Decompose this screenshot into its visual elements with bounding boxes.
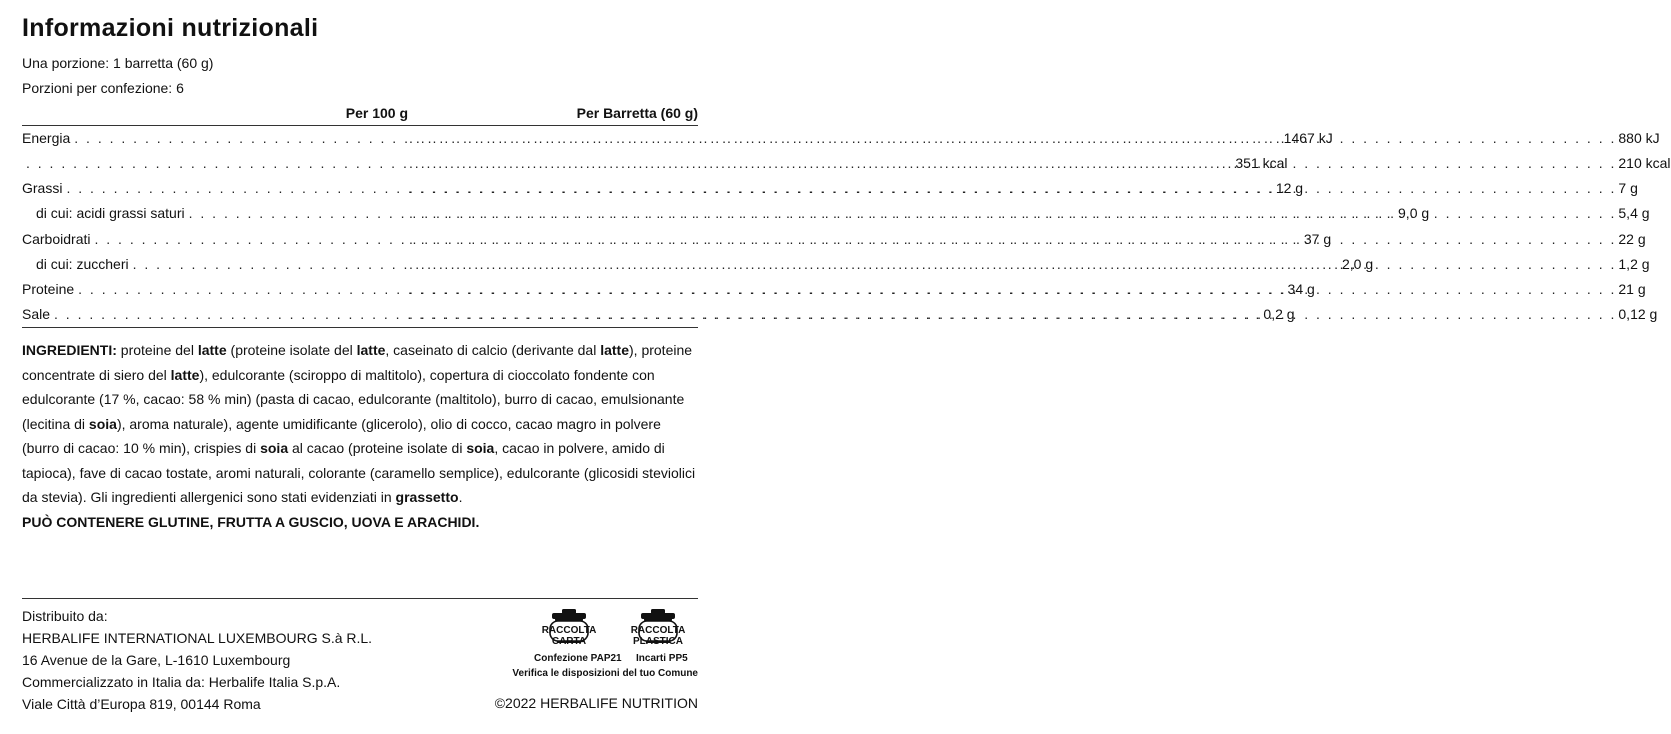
leader-dots — [409, 154, 1616, 172]
value-per-100g: 37 g — [1303, 231, 1332, 247]
ingredients-part: . — [458, 489, 463, 505]
plastic-caption: Incarti PP5 — [636, 653, 688, 664]
ingredients-heading: INGREDIENTI: — [22, 342, 117, 358]
marketed-by: Commercializzato in Italia da: Herbalife Italia S.p.A. — [22, 674, 341, 690]
paper-label-1: RACCOLTA — [541, 625, 597, 636]
value-per-bar: 5,4 g — [1618, 205, 1650, 221]
ingredients-part: al cacao (proteine isolate di — [288, 440, 467, 456]
leader-dots — [409, 255, 1616, 273]
leader-dots — [409, 129, 1616, 147]
value-per-100g: 351 kcal — [1235, 155, 1288, 171]
allergen: latte — [356, 342, 386, 358]
leader-dots — [409, 204, 1616, 222]
paper-recycling-icon — [534, 608, 604, 647]
value-per-100g: 9,0 g — [1398, 205, 1430, 221]
table-row — [22, 203, 1650, 223]
leader-dots — [409, 280, 1616, 298]
table-bottom-rule — [22, 327, 698, 328]
header-per-bar: Per Barretta (60 g) — [576, 105, 698, 121]
value-per-100g: 1467 kJ — [1283, 130, 1333, 146]
value-per-bar: 0,12 g — [1618, 306, 1658, 322]
company-name: HERBALIFE INTERNATIONAL LUXEMBOURG S.à R.L. — [22, 630, 373, 646]
page-title: Informazioni nutrizionali — [22, 14, 319, 42]
plastic-label-1: RACCOLTA — [630, 625, 686, 636]
leader-dots — [409, 179, 1616, 197]
value-per-bar: 880 kJ — [1618, 130, 1660, 146]
company-address: 16 Avenue de la Gare, L-1610 Luxembourg — [22, 652, 291, 668]
allergen: latte — [170, 366, 200, 383]
nutrient-label: Proteine — [22, 281, 75, 297]
leader-dots — [409, 230, 1616, 248]
nutrient-label: di cui: acidi grassi saturi — [36, 205, 185, 221]
plastic-recycling-icon — [623, 608, 693, 647]
ingredients-part: ), proteine concentrate di siero del — [22, 342, 693, 383]
value-per-100g: 2,0 g — [1341, 256, 1374, 272]
nutrient-label: Grassi — [22, 180, 63, 196]
nutrient-label: Carboidrati — [22, 231, 91, 247]
ingredients-part: proteine del — [116, 342, 198, 358]
header-per-100g: Per 100 g — [345, 105, 408, 121]
ingredients-text — [22, 338, 702, 534]
italy-address: Viale Città d’Europa 819, 00144 Roma — [22, 696, 261, 712]
footer-rule — [22, 598, 698, 599]
value-per-100g: 34 g — [1287, 281, 1315, 297]
allergen: latte — [197, 342, 227, 358]
table-row — [22, 178, 1638, 198]
value-per-bar: 210 kcal — [1618, 155, 1671, 171]
distributor-info — [22, 605, 372, 715]
nutrient-label: Sale — [22, 306, 51, 322]
allergen: grassetto — [395, 489, 459, 505]
plastic-label-2: PLASTICA — [633, 636, 683, 647]
table-row — [22, 279, 1646, 299]
paper-label-2: CARTA — [551, 636, 587, 647]
ingredients-part: ), aroma naturale), agente umidificante (glicerolo), olio di cocco, cacao magro in polvere (burro di cacao: 10 % min), crispies di — [22, 415, 661, 456]
table-row — [22, 254, 1650, 274]
value-per-bar: 7 g — [1618, 180, 1638, 196]
copyright: ©2022 HERBALIFE NUTRITION — [494, 695, 698, 711]
table-row — [22, 229, 1646, 249]
table-row — [22, 304, 1658, 324]
table-top-rule — [22, 125, 698, 126]
ingredients-part: , caseinato di calcio (derivante dal — [385, 342, 601, 358]
table-row — [22, 128, 1660, 148]
allergen: soia — [466, 440, 495, 456]
allergen: latte — [600, 342, 629, 358]
value-per-bar: 1,2 g — [1618, 256, 1650, 272]
allergen-warning: PUÒ CONTENERE GLUTINE, FRUTTA A GUSCIO, UOVA E ARACHIDI. — [22, 513, 480, 530]
verify-note: Verifica le disposizioni del tuo Comune — [512, 668, 698, 679]
value-per-bar: 22 g — [1618, 231, 1646, 247]
paper-caption: Confezione PAP21 — [534, 653, 622, 664]
value-per-100g: 12 g — [1275, 180, 1304, 196]
ingredients-part: (proteine isolate del — [226, 342, 357, 358]
leader-dots — [409, 305, 1616, 323]
value-per-bar: 21 g — [1618, 281, 1646, 297]
ingredients-part: ), edulcorante (sciroppo di maltitolo), copertura di cioccolato fondente con edulcorante (17 %, cacao: 58 % min) (pasta di cacao, edulcorante (maltitolo), burro di cacao, emulsionante (lecitina di — [22, 366, 685, 432]
serving-size: Una porzione: 1 barretta (60 g) — [22, 55, 214, 71]
servings-per-pack: Porzioni per confezione: 6 — [22, 80, 184, 96]
nutrient-label: di cui: zuccheri — [36, 256, 129, 272]
value-per-100g: 0,2 g — [1263, 306, 1295, 322]
distributed-by-label: Distribuito da: — [22, 608, 108, 624]
allergen: soia — [260, 440, 289, 456]
nutrient-label: Energia — [22, 130, 71, 146]
allergen: soia — [88, 415, 117, 432]
ingredients-part: , cacao in polvere, amido di tapioca), fave di cacao tostate, aromi naturali, colorante (caramello semplice), edulcorante (glicosidi steviolici da stevia). Gli ingredienti allergenici sono stati evidenziati in — [22, 440, 696, 505]
table-row — [22, 153, 1671, 173]
